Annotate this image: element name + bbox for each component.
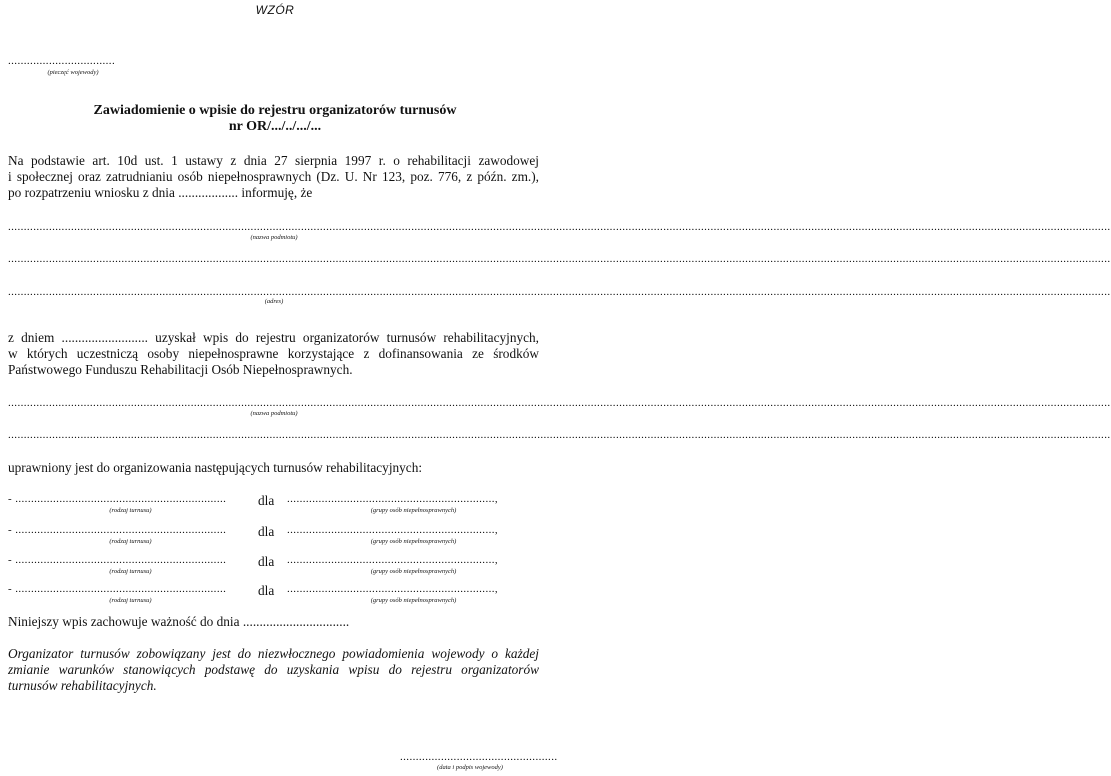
turnus-row bbox=[8, 525, 540, 539]
registration-line-1: z dniem .......................... uzyskał wpis do rejestru organizatorów turnusów rehabilitacyjnych, bbox=[8, 330, 539, 345]
address-field[interactable]: .............................................................................................................................................................................................................................................................................................................................................................. bbox=[8, 286, 1111, 298]
signature-caption: (data i podpis wojewody) bbox=[437, 764, 503, 771]
turnus-row bbox=[8, 584, 540, 598]
turnus-type-caption: (rodzaj turnusu) bbox=[109, 597, 152, 604]
registration-line-3: Państwowego Funduszu Rehabilitacji Osób Niepełnosprawnych. bbox=[8, 362, 353, 377]
register-number: nr OR/.../../.../... bbox=[228, 119, 322, 134]
address-caption: (adres) bbox=[264, 298, 284, 305]
validity-text: Niniejszy wpis zachowuje ważność do dnia ................................ bbox=[8, 614, 350, 629]
disability-group-field[interactable]: .................................................................., bbox=[287, 524, 499, 536]
entity-extra-field-2[interactable]: .............................................................................................................................................................................................................................................................................................................................................................. bbox=[8, 429, 1111, 441]
stamp-caption: (pieczęć wojewody) bbox=[47, 69, 99, 76]
turnus-type-caption: (rodzaj turnusu) bbox=[109, 507, 152, 514]
turnus-type-caption: (rodzaj turnusu) bbox=[109, 568, 152, 575]
obligation-line-1: Organizator turnusów zobowiązany jest do niezwłocznego powiadomienia wojewody o każdej bbox=[8, 646, 539, 661]
entity-name-caption: (nazwa podmiotu) bbox=[250, 234, 298, 241]
entity-extra-field[interactable]: .............................................................................................................................................................................................................................................................................................................................................................. bbox=[8, 253, 1111, 265]
dla-label: dla bbox=[258, 493, 275, 508]
disability-group-caption: (grupy osób niepełnosprawnych) bbox=[370, 568, 457, 575]
obligation-line-2: zmianie warunków stanowiących podstawę do uzyskania wpisu do rejestru organizatorów bbox=[8, 662, 539, 677]
document-title: Zawiadomienie o wpisie do rejestru organizatorów turnusów bbox=[93, 103, 457, 118]
turnus-type-field[interactable]: - ................................................................... bbox=[8, 524, 227, 536]
entity-name-caption-2: (nazwa podmiotu) bbox=[250, 410, 298, 417]
dla-label: dla bbox=[258, 524, 275, 539]
stamp-dots: .................................. bbox=[8, 55, 116, 67]
dla-label: dla bbox=[258, 583, 275, 598]
disability-group-caption: (grupy osób niepełnosprawnych) bbox=[370, 538, 457, 545]
disability-group-field[interactable]: .................................................................., bbox=[287, 583, 499, 595]
dla-label: dla bbox=[258, 554, 275, 569]
registration-line-2: w których uczestniczą osoby niepełnosprawne korzystające z dofinansowania ze środków bbox=[8, 346, 539, 361]
turnus-row bbox=[8, 555, 540, 569]
disability-group-caption: (grupy osób niepełnosprawnych) bbox=[370, 597, 457, 604]
turnus-type-caption: (rodzaj turnusu) bbox=[109, 538, 152, 545]
entity-name-field[interactable]: .............................................................................................................................................................................................................................................................................................................................................................. bbox=[8, 221, 1111, 233]
obligation-line-3: turnusów rehabilitacyjnych. bbox=[8, 678, 157, 693]
entitled-text: uprawniony jest do organizowania następujących turnusów rehabilitacyjnych: bbox=[8, 460, 423, 475]
signature-field[interactable]: .................................................. bbox=[400, 751, 558, 763]
intro-line-3: po rozpatrzeniu wniosku z dnia .................. informuję, że bbox=[8, 185, 313, 200]
turnus-type-field[interactable]: - ................................................................... bbox=[8, 493, 227, 505]
turnus-type-field[interactable]: - ................................................................... bbox=[8, 554, 227, 566]
disability-group-field[interactable]: .................................................................., bbox=[287, 554, 499, 566]
disability-group-caption: (grupy osób niepełnosprawnych) bbox=[370, 507, 457, 514]
turnus-type-field[interactable]: - ................................................................... bbox=[8, 583, 227, 595]
disability-group-field[interactable]: .................................................................., bbox=[287, 493, 499, 505]
template-label: WZÓR bbox=[255, 3, 295, 17]
intro-line-1: Na podstawie art. 10d ust. 1 ustawy z dnia 27 sierpnia 1997 r. o rehabilitacji zawodowej bbox=[8, 153, 539, 168]
entity-name-field-2[interactable]: .............................................................................................................................................................................................................................................................................................................................................................. bbox=[8, 397, 1111, 409]
turnus-row bbox=[8, 494, 540, 508]
intro-line-2: i społecznej oraz zatrudnianiu osób niepełnosprawnych (Dz. U. Nr 123, poz. 776, z późn. zm.), bbox=[8, 169, 539, 184]
